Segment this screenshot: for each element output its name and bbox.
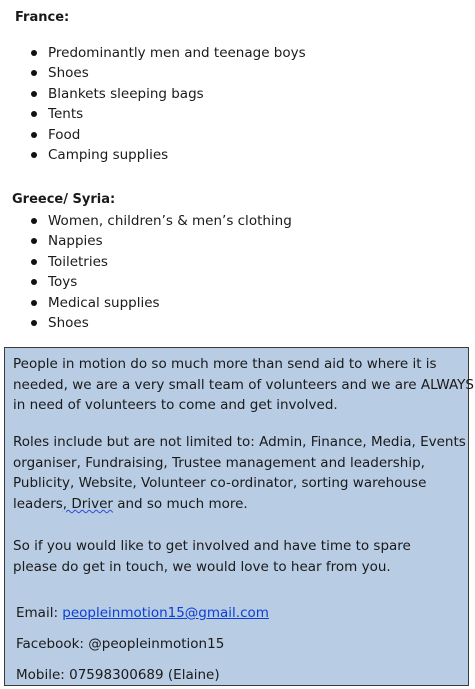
paragraph-line: needed, we are a very small team of volunteers and we are ALWAYS [13,376,474,393]
list-item-text: Nappies [48,233,103,250]
bullet-icon [31,152,37,158]
spellcheck-flagged-text: , Driver [62,495,113,512]
list-item [0,84,475,104]
greece-syria-heading: Greece/ Syria: [12,192,116,207]
bullet-icon [31,91,37,97]
list-item [0,293,475,313]
bullet-icon [31,70,37,76]
list-item-text: Shoes [48,314,89,331]
bullet-icon [31,238,37,244]
paragraph-line: So if you would like to get involved and have time to spare [13,538,411,554]
bullet-icon [31,111,37,117]
email-link[interactable]: peopleinmotion15@gmail.com [62,605,269,621]
email-contact [16,604,269,622]
paragraph-line [13,494,466,515]
list-item-text: Food [48,126,81,143]
list-item-text: Camping supplies [48,146,169,163]
bullet-icon [31,259,37,265]
roles-text: and so much more. [112,495,248,512]
volunteer-info-box [4,347,474,686]
list-item-text: Medical supplies [48,294,160,311]
list-item [0,272,475,292]
paragraph-line: in need of volunteers to come and get involved. [13,397,338,414]
bullet-icon [31,218,37,224]
list-item-text: Toys [48,274,78,291]
france-needs-list [0,43,475,165]
paragraph-line: organiser, Fundraising, Trustee management and leadership, [13,454,425,471]
list-item [0,63,475,83]
roles-paragraph [13,432,466,514]
list-item-text: Shoes [48,65,89,82]
list-item-text: Toiletries [48,253,108,270]
bullet-icon [31,132,37,138]
list-item-text: Predominantly men and teenage boys [48,45,306,61]
get-in-touch-paragraph [13,536,411,577]
about-paragraph [13,354,474,416]
bullet-icon [31,320,37,326]
france-heading: France: [15,10,70,25]
bullet-icon [31,300,37,306]
email-label: Email: [16,605,63,621]
list-item-text: Blankets sleeping bags [48,85,204,102]
bullet-icon [31,50,37,56]
mobile-contact: Mobile: 07598300689 (Elaine) [16,667,220,683]
list-item [0,231,475,251]
list-item [0,145,475,165]
paragraph-line: Roles include but are not limited to: Admin, Finance, Media, Events [13,434,466,450]
facebook-contact: Facebook: @peopleinmotion15 [16,636,225,652]
list-item [0,43,475,63]
list-item [0,252,475,272]
list-item [0,125,475,145]
paragraph-line: please do get in touch, we would love to hear from you. [13,558,391,575]
list-item-text: Women, children’s & men’s clothing [48,213,292,229]
list-item [0,211,475,231]
bullet-icon [31,279,37,285]
greece-syria-needs-list [0,211,475,333]
list-item [0,104,475,124]
paragraph-line: Publicity, Website, Volunteer co-ordinator, sorting warehouse [13,475,427,492]
paragraph-line: People in motion do so much more than send aid to where it is [13,356,437,372]
roles-text: leaders [13,495,63,512]
list-item [0,313,475,333]
list-item-text: Tents [48,106,84,123]
